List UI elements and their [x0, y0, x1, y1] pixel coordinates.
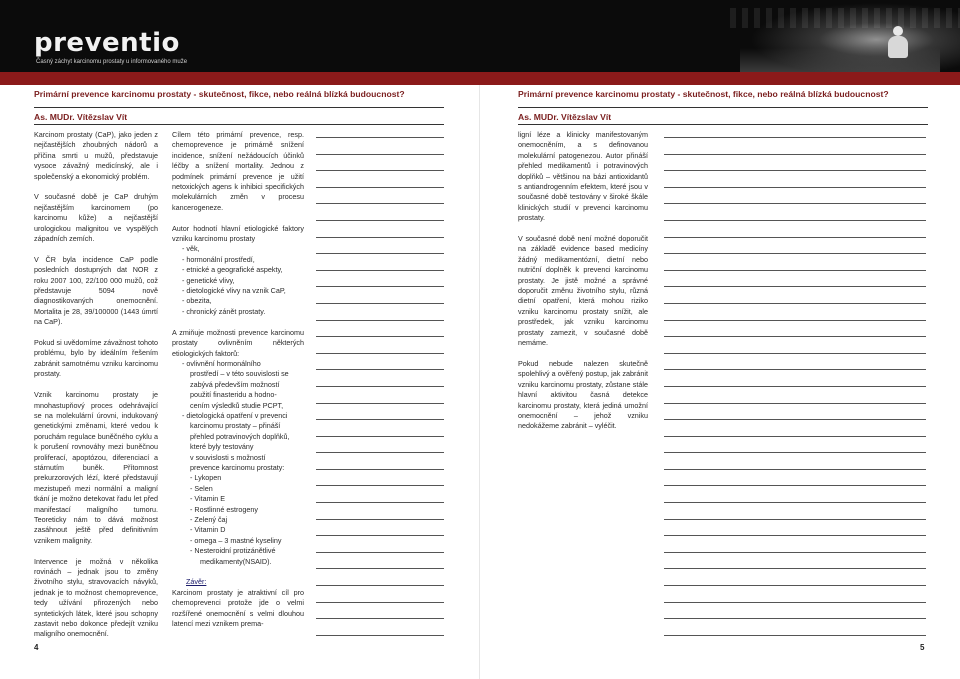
- list-item: v souvislosti s možností: [190, 452, 266, 462]
- list-item: - Vitamin E: [190, 494, 226, 504]
- left-title-rule: [34, 107, 444, 108]
- list-item: - Selen: [190, 483, 213, 493]
- list-item: přehled potravinových doplňků,: [190, 431, 290, 441]
- list-item: které byly testovány: [190, 442, 254, 452]
- list-item: - genetické vlivy,: [182, 275, 235, 285]
- paragraph: ligní léze a klinicky manifestovaným onemocněním, a s definovanou molekulární patogenezou. Autor přináší přehled medikamentů i potravinových doplňků – většinou na bázi antioxidantů s antiandrogenním efektem, které jsou v současné době testovány v široké škále klinických studií v prevenci karcinomu prostaty.: [518, 130, 648, 223]
- accent-bar: [0, 72, 960, 85]
- left-author-rule: [34, 124, 444, 125]
- list-item: - Zelený čaj: [190, 515, 228, 524]
- paragraph: V ČR byla incidence CaP podle posledních dostupných dat NOR z roku 2007 100, 22/100 000 mužů, což představuje 5094 nově diagnostikovaných onemocnění. Mortalita je 28, 39/100000 (1443 úmrtí na CaP).: [34, 254, 158, 327]
- list-item: - Lykopen: [190, 473, 222, 483]
- left-note-lines: [316, 137, 444, 651]
- paragraph: V současné době není možné doporučit na základě evidence based medicíny žádný medikamentózní, dietní nebo nutriční doplněk k prevenci karcinomu prostaty. Je jistě možné a správné doporučit změnu životního stylu, různá dietní opatření, která mohou riziko vzniku karcinomu prostaty snížit, ale prostředek, jak vzniku karcinomu prostaty zamezit, v současné době nemáme.: [518, 234, 648, 348]
- paragraph: Karcinom prostaty (CaP), jako jeden z nejčastějších zhoubných nádorů a příčina smrti u mužů, představuje vysoce závažný medicínský, ale i společenský a ekonomický problém.: [34, 130, 158, 181]
- left-page-author: As. MUDr. Vítězslav Vít: [34, 112, 128, 122]
- page-gutter: [479, 85, 480, 679]
- list-item: - věk,: [182, 244, 200, 254]
- paragraph: Pokud si uvědomíme závažnost tohoto problému, bylo by ideálním řešením zabránit samotnému vzniku karcinomu prostaty.: [34, 338, 158, 379]
- paragraph: Pokud nebude nalezen skutečně spolehlivý a ověřený postup, jak zabránit vzniku karcinomu prostaty, zůstane stále hlavní aktivitou časná detekce karcinomu prostaty, která jediná umožní onemocnění – jehož vzniku nedokážeme zabránit – vyléčit.: [518, 358, 648, 431]
- paragraph: Autor hodnotí hlavní etiologické faktory vzniku karcinomu prostaty: [172, 223, 304, 244]
- list-item: - obezita,: [182, 296, 212, 306]
- right-page-number: 5: [920, 643, 925, 652]
- conclusion-paragraph: Karcinom prostaty je atraktivní cíl pro chemoprevenci protože jde o velmi rozšířené onemocnění s velmi dlouhou latencí mezi vznikem prema-: [172, 587, 304, 629]
- prevention-list: [172, 359, 304, 567]
- right-title-rule: [518, 107, 928, 108]
- performer-body-image: [888, 36, 908, 58]
- list-item: - Nesteroidní protizánětlivé: [190, 546, 276, 556]
- left-column-2: [172, 130, 304, 640]
- list-item: prevence karcinomu prostaty:: [190, 462, 285, 472]
- left-page-title: Primární prevence karcinomu prostaty - skutečnost, fikce, nebo reálná blízká budoucnost?: [34, 89, 405, 99]
- logo-tagline: Časný záchyt karcinomu prostaty u informovaného muže: [36, 59, 188, 65]
- paragraph: A zmiňuje možnosti prevence karcinomu prostaty ovlivněním některých etiologických faktorů:: [172, 327, 304, 358]
- left-page-number: 4: [34, 643, 39, 652]
- risk-factor-list: [172, 244, 304, 317]
- header-banner: [0, 0, 960, 72]
- left-column-1: [34, 130, 158, 650]
- conclusion-label: Závěr:: [186, 577, 207, 587]
- right-page-title: Primární prevence karcinomu prostaty - skutečnost, fikce, nebo reálná blízká budoucnost?: [518, 89, 889, 99]
- right-page-author: As. MUDr. Vítězslav Vít: [518, 112, 612, 122]
- paragraph: Cílem této primární prevence, resp. chemoprevence je primárně snížení incidence, snížení nežádoucích účinků léčby a snížení mortality. Jednou z podmínek primární prevence je užití netoxických agens k inhibici specifických molekulárních změn v procesu kancerogeneze.: [172, 130, 304, 212]
- list-item: použití finasteridu a hodno-: [190, 390, 277, 400]
- list-item: - etnické a geografické aspekty,: [182, 265, 283, 275]
- right-column-1: [518, 130, 648, 442]
- paragraph: Intervence je možná v několika rovinách – jednak jsou to změny životního stylu, stravovacích návyků, jednak je to možnost chemoprevence, tedy užívání přirozených nebo syntetických látek, které jsou schopny zastavit nebo dokonce předejít vzniku maligního onemocnění.: [34, 556, 158, 639]
- list-item: karcinomu prostaty – přináší: [190, 421, 281, 431]
- paragraph: Vznik karcinomu prostaty je mnohastupňový proces odehrávající se na molekulární úrovni, indukovaný genetickými změnami, které vedou k poruchám regulace buněčného cyklu a k porušení rovnováhy mezi buněčnou proliferací, apoptózou, diferenciací a stárnutím buněk. Přítomnost prekurzorových lézí, které představují mezistupeň mezi normální a maligní tkání je možno detekovat řadu let před manifestací maligního tumoru. Teoreticky nám to dává možnost zasáhnout ještě před definitivním vznikem malignity.: [34, 390, 158, 545]
- list-item: - Vitamin D: [190, 525, 226, 535]
- paragraph: V současné době je CaP druhým nejčastějším karcinomem (po karcinomu kůže) a nejčastější urologickou malignitou ve vyspělých západních zemích.: [34, 192, 158, 244]
- preventio-logo: preventio: [34, 28, 180, 58]
- list-item: - Rostlinné estrogeny: [190, 504, 258, 514]
- list-item: - chronický zánět prostaty.: [182, 306, 266, 316]
- right-author-rule: [518, 124, 928, 125]
- stage-floor-image: [740, 48, 940, 72]
- list-item: - omega – 3 mastné kyseliny: [190, 535, 282, 545]
- right-note-lines: [664, 137, 926, 651]
- list-item: cením výsledků studie PCPT,: [190, 400, 284, 410]
- list-item: - hormonální prostředí,: [182, 254, 255, 264]
- list-item: - dietologická opatření v prevenci: [182, 410, 288, 420]
- list-item: medikamenty(NSAID).: [200, 556, 272, 566]
- list-item: - ovlivnění hormonálního: [182, 358, 261, 368]
- performer-head-image: [893, 26, 903, 36]
- list-item: prostředí – v této souvislosti se: [190, 369, 289, 379]
- list-item: zabývá především možností: [190, 379, 280, 389]
- list-item: - dietologické vlivy na vznik CaP,: [182, 286, 286, 296]
